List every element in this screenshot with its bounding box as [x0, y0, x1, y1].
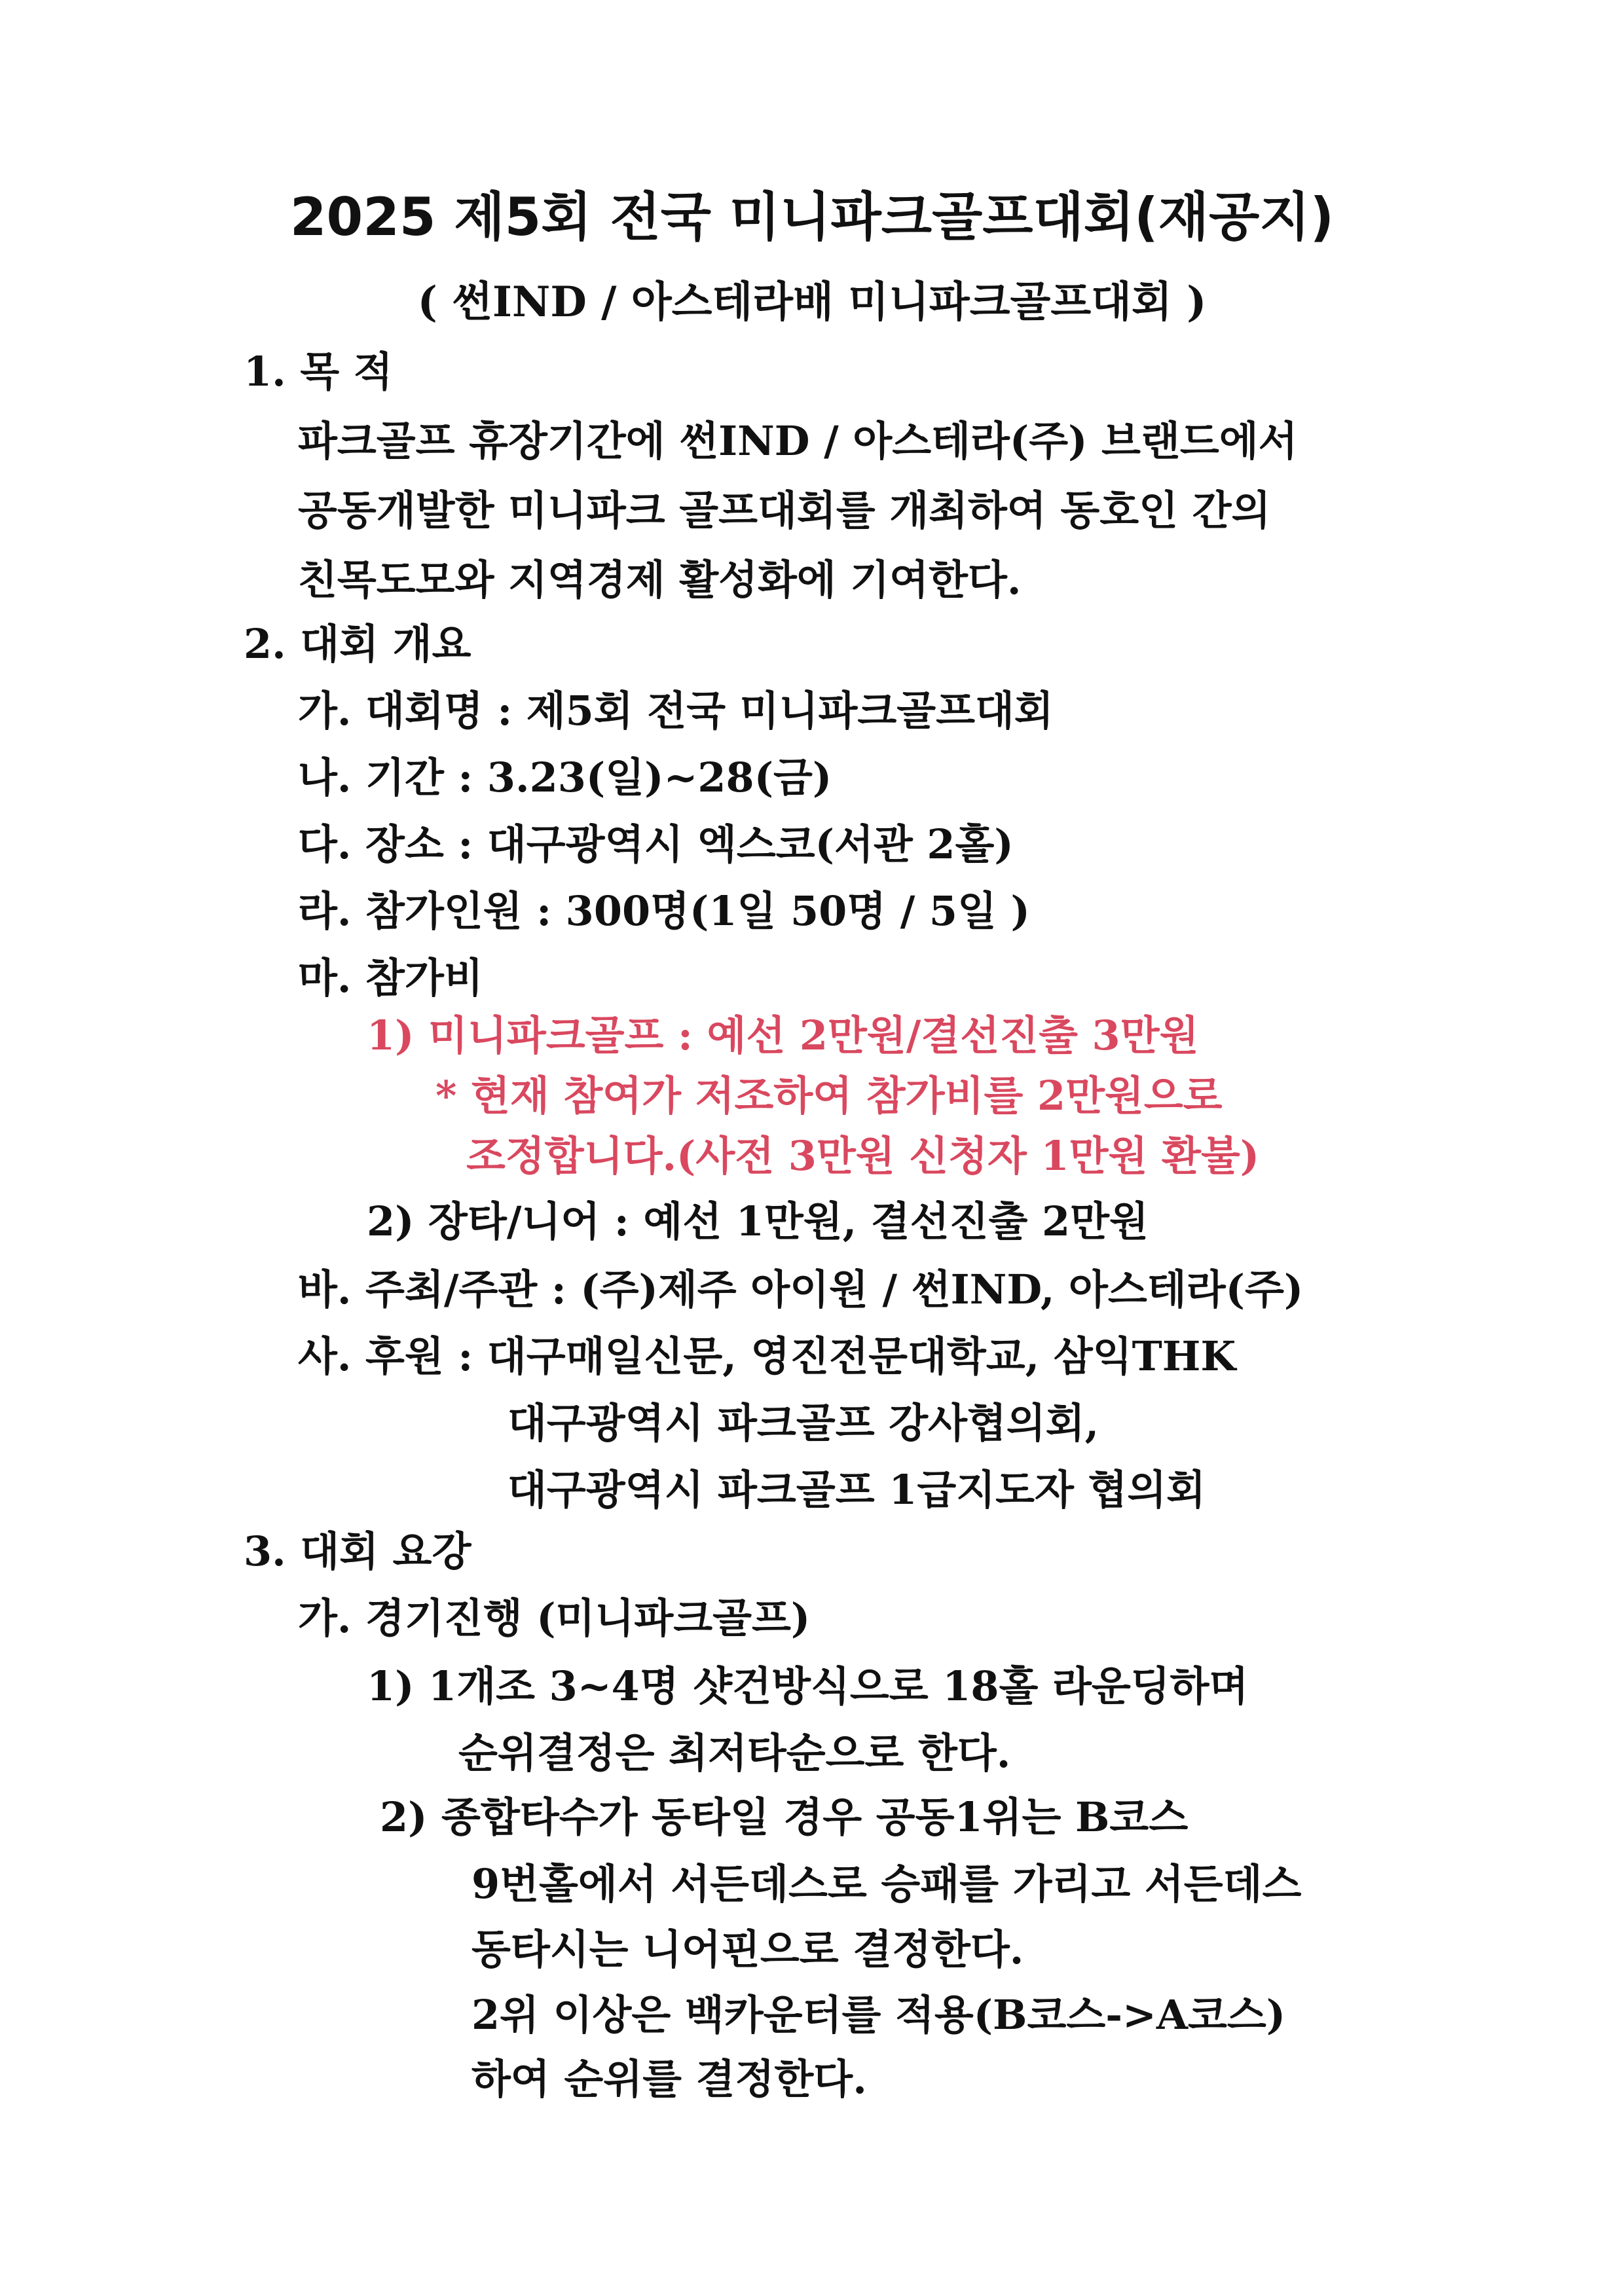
rule-2-line-3: 동타시는 니어핀으로 결정한다. — [471, 1925, 1024, 1973]
section-1-line-3: 친목도모와 지역경제 활성화에 기여한다. — [298, 556, 1022, 604]
event-name: 가. 대회명 : 제5회 전국 미니파크골프대회 — [298, 687, 1054, 735]
section-1-heading: 1. 목 적 — [244, 348, 393, 395]
fee-long-drive: 2) 장타/니어 : 예선 1만원, 결선진출 2만원 — [367, 1197, 1149, 1245]
fee-mini-park-golf: 1) 미니파크골프 : 예선 2만원/결선진출 3만원 — [367, 1011, 1199, 1059]
fee-note-line-2: 조정합니다.(사전 3만원 신청자 1만원 환불) — [466, 1132, 1260, 1180]
rule-2-line-1: 2) 종합타수가 동타일 경우 공동1위는 B코스 — [380, 1793, 1189, 1841]
event-participants: 라. 참가인원 : 300명(1일 50명 / 5일 ) — [298, 887, 1030, 935]
event-sponsor-line-3: 대구광역시 파크골프 1급지도자 협의회 — [507, 1466, 1206, 1514]
event-sponsor-line-2: 대구광역시 파크골프 강사협의회, — [507, 1399, 1099, 1447]
section-2-heading: 2. 대회 개요 — [244, 620, 471, 668]
rule-1-line-1: 1) 1개조 3~4명 샷건방식으로 18홀 라운딩하며 — [367, 1662, 1249, 1710]
fee-heading: 마. 참가비 — [298, 954, 483, 1002]
document-title: 2025 제5회 전국 미니파크골프대회(재공지) — [289, 187, 1335, 247]
section-1-line-2: 공동개발한 미니파크 골프대회를 개최하여 동호인 간의 — [298, 486, 1271, 534]
section-3-subheading: 가. 경기진행 (미니파크골프) — [298, 1594, 811, 1642]
rule-2-line-4: 2위 이상은 백카운터를 적용(B코스->A코스) — [471, 1991, 1286, 2039]
event-host: 바. 주최/주관 : (주)제주 아이원 / 썬IND, 아스테라(주) — [298, 1266, 1304, 1313]
event-sponsor-line-1: 사. 후원 : 대구매일신문, 영진전문대학교, 삼익THK — [298, 1332, 1236, 1380]
section-3-heading: 3. 대회 요강 — [244, 1527, 471, 1575]
rule-1-line-2: 순위결정은 최저타순으로 한다. — [458, 1729, 1011, 1777]
rule-2-line-5: 하여 순위를 결정한다. — [471, 2055, 867, 2103]
event-place: 다. 장소 : 대구광역시 엑스코(서관 2홀) — [298, 820, 1014, 868]
document-subtitle: ( 썬IND / 아스테라배 미니파크골프대회 ) — [417, 278, 1207, 327]
rule-2-line-2: 9번홀에서 서든데스로 승패를 가리고 서든데스 — [471, 1860, 1302, 1908]
event-period: 나. 기간 : 3.23(일)~28(금) — [298, 754, 832, 801]
fee-note-line-1: * 현재 참여가 저조하여 참가비를 2만원으로 — [435, 1072, 1223, 1120]
section-1-line-1: 파크골프 휴장기간에 썬IND / 아스테라(주) 브랜드에서 — [298, 417, 1298, 465]
